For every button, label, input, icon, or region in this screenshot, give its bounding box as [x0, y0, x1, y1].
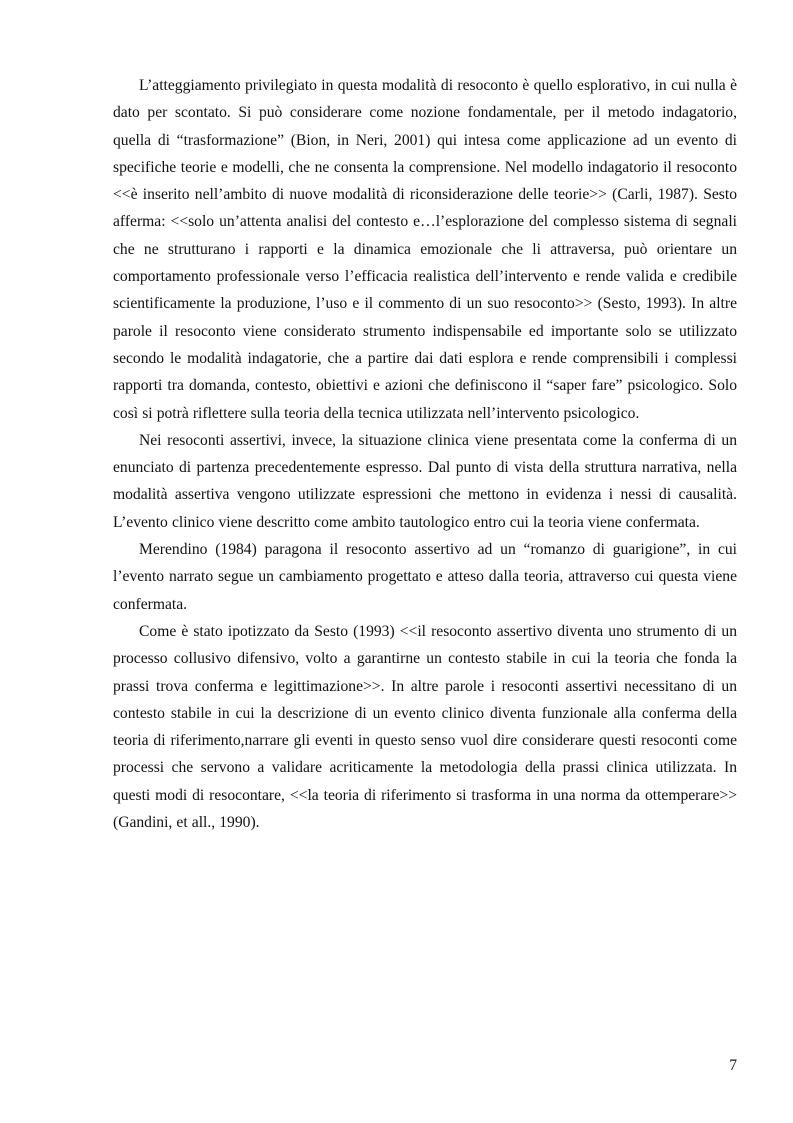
body-text	[113, 72, 737, 836]
paragraph-exploratory-mode: L’atteggiamento privilegiato in questa modalità di resoconto è quello esplorativo, in cui nulla è dato per scontato. Si può considerare come nozione fondamentale, per il metodo indagatorio, quella di “trasformazione” (Bion, in Neri, 2001) qui intesa come applicazione ad un evento di specifiche teorie e modelli, che ne consenta la comprensione. Nel modello indagatorio il resoconto <<è inserito nell’ambito di nuove modalità di riconsiderazione delle teorie>> (Carli, 1987). Sesto afferma: <<solo un’attenta analisi del contesto e…l’esplorazione del complesso sistema di segnali che ne strutturano i rapporti e la dinamica emozionale che li attraversa, può orientare un comportamento professionale verso l’efficacia realistica dell’intervento e rende valida e credibile scientificamente la produzione, l’uso e il commento di un suo resoconto>> (Sesto, 1993). In altre parole il resoconto viene considerato strumento indispensabile ed importante solo se utilizzato secondo le modalità indagatorie, che a partire dai dati esplora e rende comprensibili i complessi rapporti tra domanda, contesto, obiettivi e azioni che definiscono il “saper fare” psicologico. Solo così si potrà riflettere sulla teoria della tecnica utilizzata nell’intervento psicologico.	[113, 77, 737, 422]
paragraph-merendino: Merendino (1984) paragona il resoconto assertivo ad un “romanzo di guarigione”, in cui l’evento narrato segue un cambiamento progettato e atteso dalla teoria, attraverso cui questa viene confermata.	[113, 541, 737, 613]
paragraph-assertive-reports: Nei resoconti assertivi, invece, la situazione clinica viene presentata come la conferma di un enunciato di partenza precedentemente espresso. Dal punto di vista della struttura narrativa, nella modalità assertiva vengono utilizzate espressioni che mettono in evidenza i nessi di causalità. L’evento clinico viene descritto come ambito tautologico entro cui la teoria viene confermata.	[113, 431, 737, 531]
page-number: 7	[729, 1057, 737, 1074]
paragraph-sesto-hypothesis: Come è stato ipotizzato da Sesto (1993) <<il resoconto assertivo diventa uno strumento di un processo collusivo difensivo, volto a garantirne un contesto stabile in cui la teoria che fonda la prassi trova conferma e legittimazione>>. In altre parole i resoconti assertivi necessitano di un contesto stabile in cui la descrizione di un evento clinico diventa funzionale alla conferma della teoria di riferimento,narrare gli eventi in questo senso vuol dire considerare questi resoconti come processi che servono a validare acriticamente la metodologia della prassi clinica utilizzata. In questi modi di resocontare, <<la teoria di riferimento si trasforma in una norma da ottemperare>> (Gandini, et all., 1990).	[113, 622, 737, 832]
